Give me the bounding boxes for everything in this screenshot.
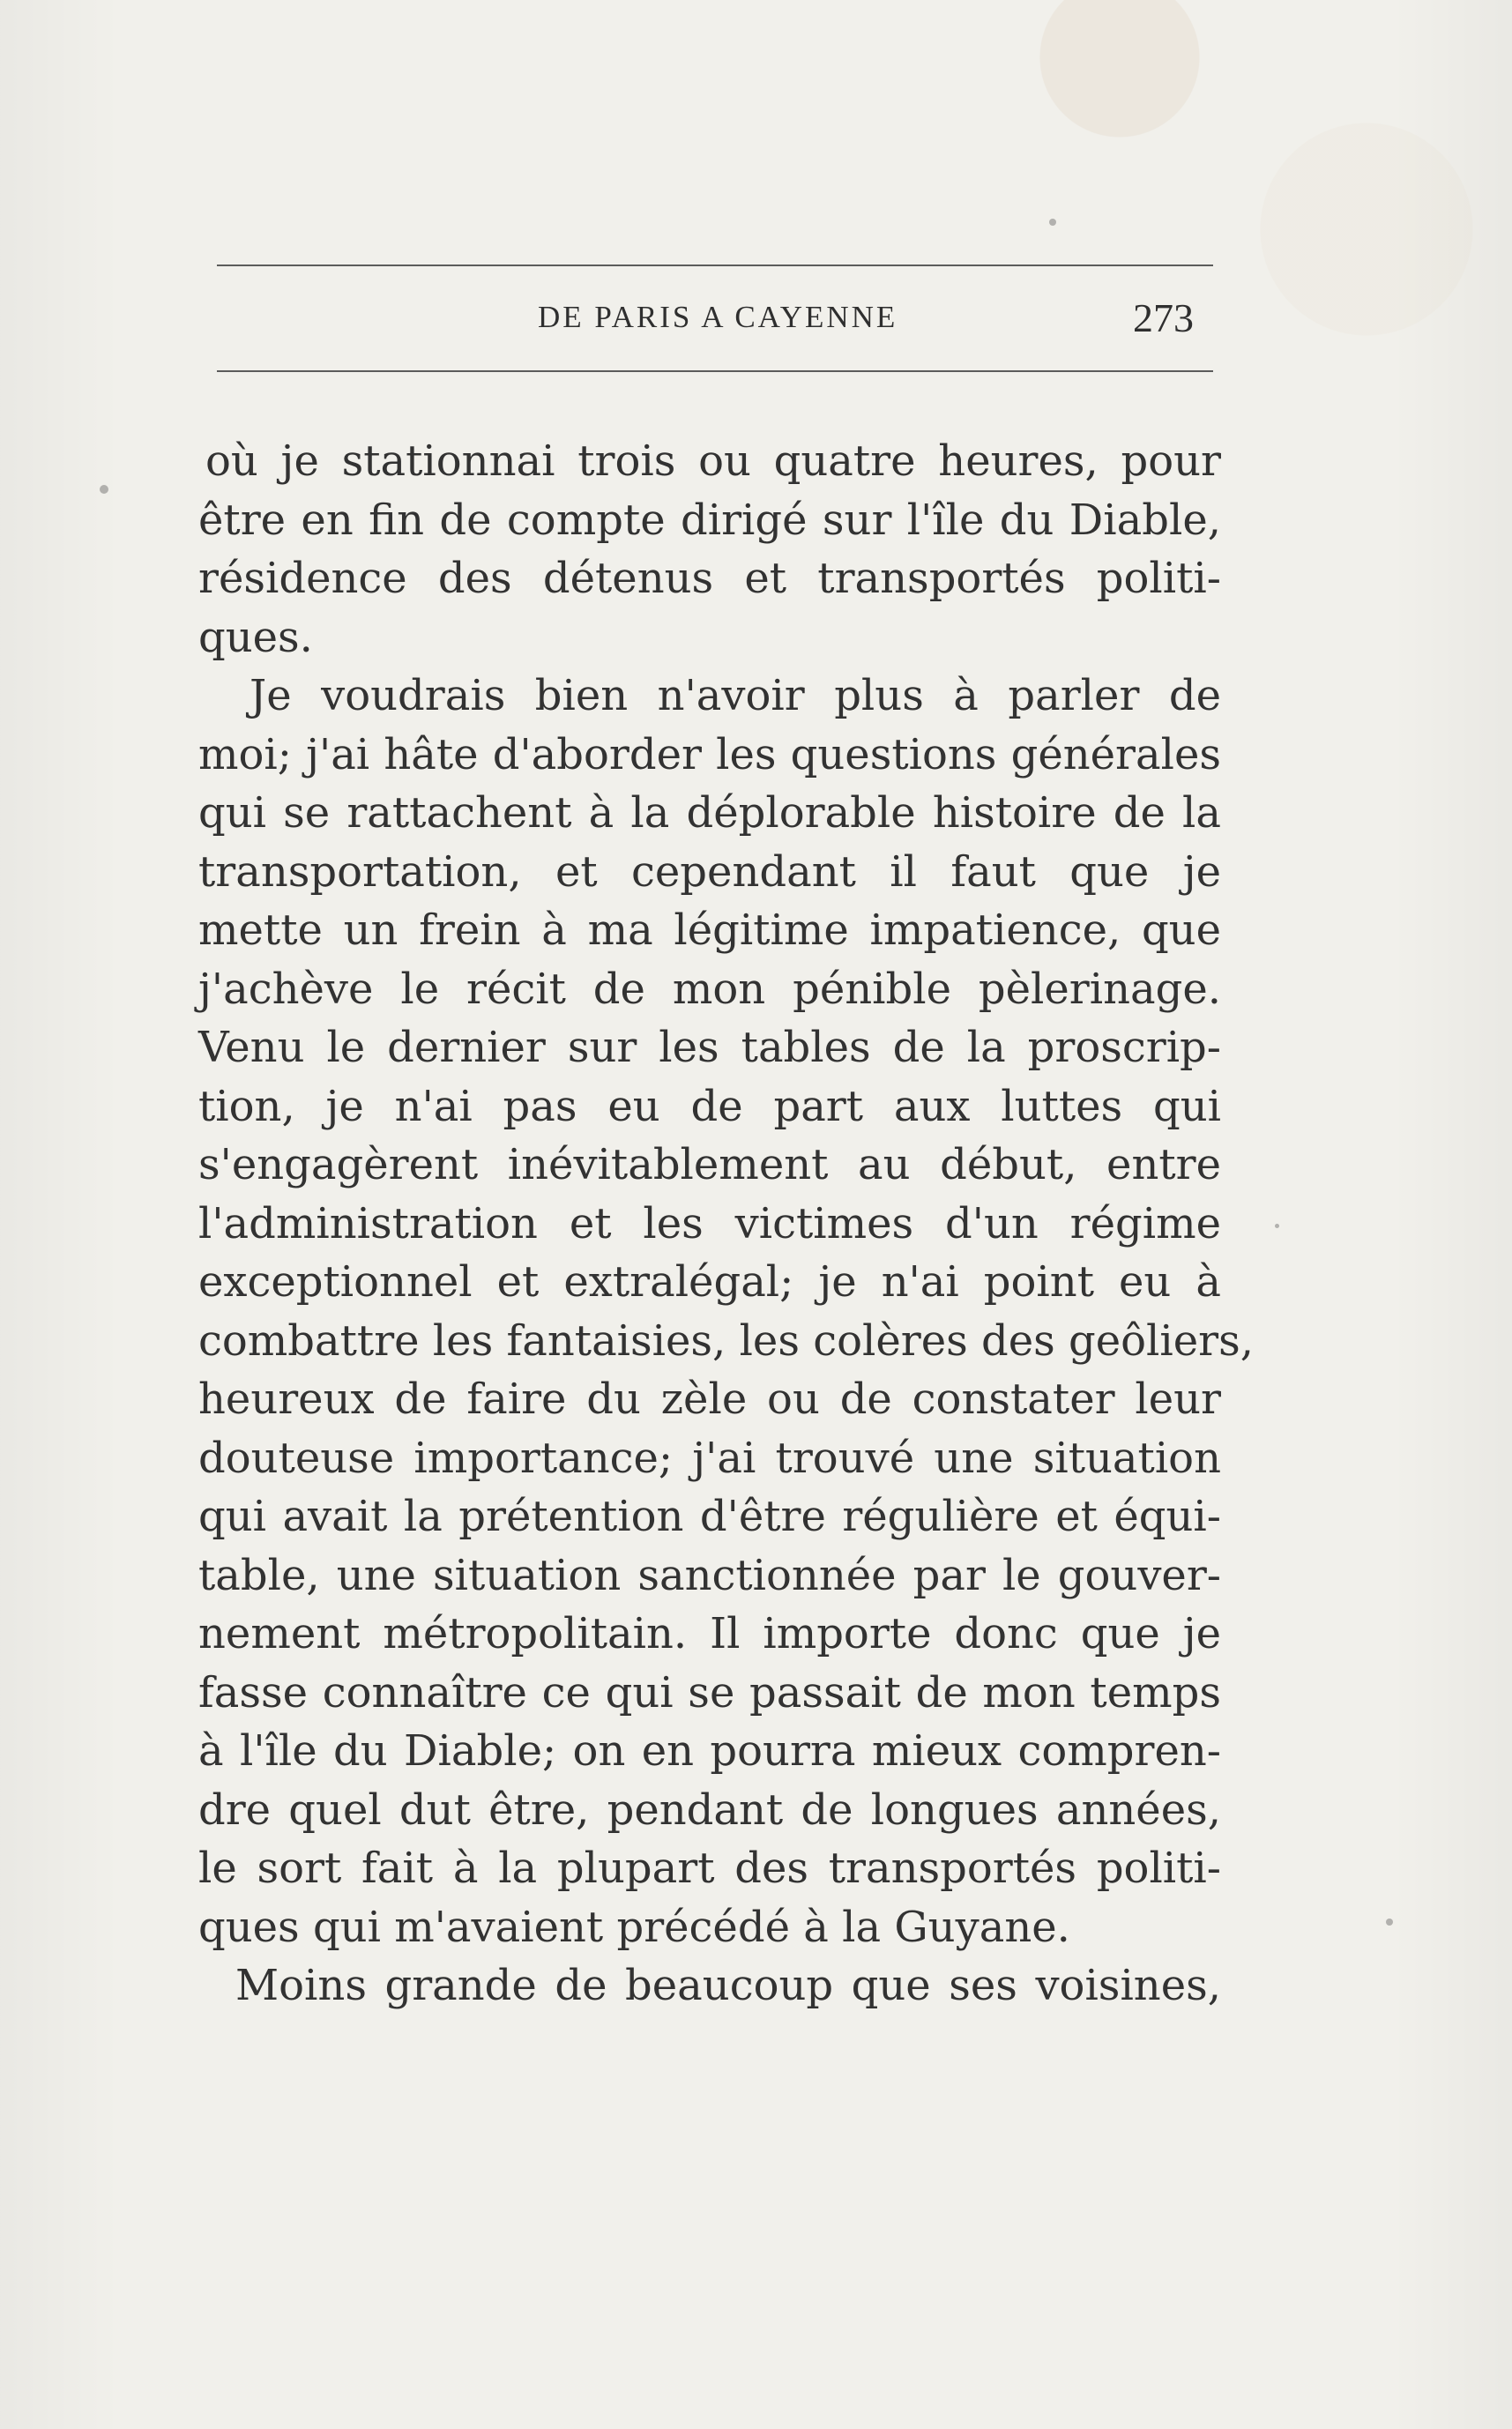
text-line: douteuse importance; j'ai trouvé une situation: [198, 1433, 1221, 1483]
ink-speck: [1275, 1224, 1279, 1228]
text-line: combattre les fantaisies, les colères des geôliers,: [198, 1315, 1254, 1366]
text-line: nement métropolitain. Il importe donc que je: [198, 1609, 1221, 1658]
text-line: à l'île du Diable; on en pourra mieux compren-: [198, 1726, 1221, 1776]
ink-speck: [1049, 219, 1056, 226]
text-line: ques qui m'avaient précédé à la Guyane.: [198, 1902, 1070, 1952]
text-line: être en fin de compte dirigé sur l'île du Diable,: [198, 495, 1221, 545]
text-line: j'achève le récit de mon pénible pèlerinage.: [198, 964, 1221, 1014]
page-text: [198, 432, 1254, 2015]
running-head: [217, 295, 1213, 351]
text-line: mette un frein à ma légitime impatience, que: [198, 905, 1221, 955]
text-line: moi; j'ai hâte d'aborder les questions générales: [198, 729, 1221, 779]
text-line: dre quel dut être, pendant de longues années,: [198, 1784, 1221, 1835]
text-line: table, une situation sanctionnée par le gouver-: [198, 1550, 1221, 1600]
text-line: tion, je n'ai pas eu de part aux luttes qui: [198, 1081, 1221, 1131]
running-title: DE PARIS A CAYENNE: [538, 300, 898, 334]
page-number: 273: [1133, 295, 1194, 340]
text-line: exceptionnel et extralégal; je n'ai point eu à: [198, 1257, 1221, 1307]
text-line: s'engagèrent inévitablement au début, entre: [198, 1140, 1221, 1189]
text-line: fasse connaître ce qui se passait de mon temps: [198, 1667, 1221, 1717]
text-line: résidence des détenus et transportés politi-: [198, 554, 1221, 603]
text-line: Moins grande de beaucoup que ses voisines,: [235, 1961, 1221, 2010]
text-line: Je voudrais bien n'avoir plus à parler de: [250, 671, 1221, 720]
ink-speck: [100, 485, 108, 494]
text-line: le sort fait à la plupart des transportés politi-: [198, 1844, 1221, 1893]
text-line: où je stationnai trois ou quatre heures, pour: [205, 436, 1221, 486]
text-line: transportation, et cependant il faut que je: [198, 846, 1221, 897]
text-line: heureux de faire du zèle ou de constater leur: [198, 1375, 1221, 1424]
text-line: Venu le dernier sur les tables de la proscrip-: [198, 1023, 1221, 1072]
ink-speck: [1386, 1919, 1393, 1926]
text-line: ques.: [198, 612, 313, 662]
header-bottom-rule: [217, 370, 1213, 372]
text-line: qui avait la prétention d'être régulière et équi-: [198, 1492, 1221, 1541]
text-line: qui se rattachent à la déplorable histoire de la: [198, 788, 1221, 838]
text-line: l'administration et les victimes d'un régime: [198, 1198, 1221, 1248]
header-top-rule: [217, 265, 1213, 266]
